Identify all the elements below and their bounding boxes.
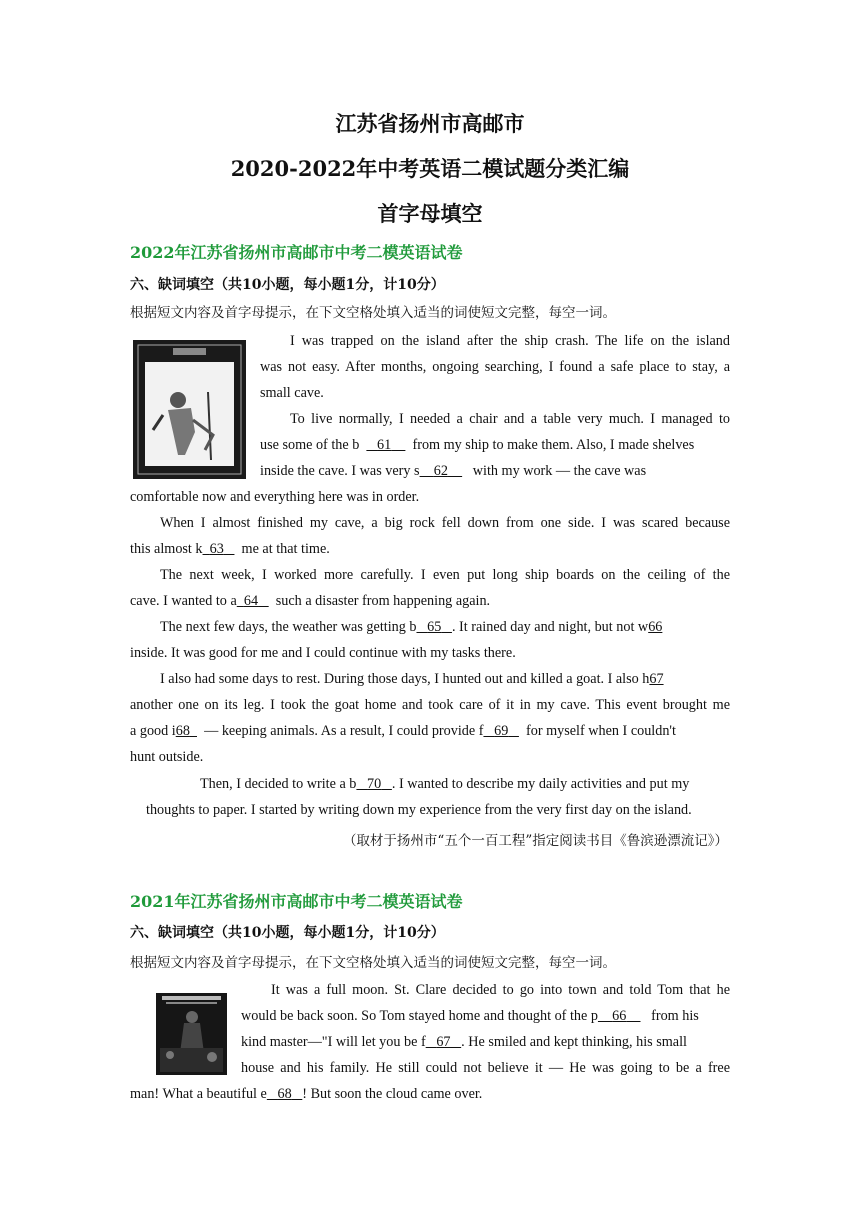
blank-62: 62 [433,463,448,479]
p2022-line-15: another one on its leg. I took the goat home and took care of it in my cave. This event brought me [130,697,730,713]
blank-67: 67 [649,671,664,687]
blank-64: 64 [243,593,259,609]
blank-65: 65 [427,619,442,635]
p2022-line-8: When I almost finished my cave, a big rock fell down from one side. I was scared because [160,515,730,531]
p2022-line-11: cave. I wanted to a 64 such a disaster from happening again. [130,593,491,609]
p2022-line-1: I was trapped on the island after the ship crash. The life on the island [290,333,730,349]
blank-66: 66 [648,619,663,635]
source-note: （取材于扬州市“五个一百工程”指定阅读书目《鲁滨逊漂流记》） [342,833,728,849]
p2021-line-4: house and his family. He still could not believe it — He was going to be a free [241,1060,730,1076]
p2022-line-10: The next week, I worked more carefully. I even put long ship boards on the ceiling of the [160,567,730,583]
p2022-line-17: hunt outside. [130,749,204,765]
book-cover-uncle-tom-image [156,993,227,1075]
section-2022-title: 2022年江苏省扬州市高邮市中考二模英语试卷 [130,243,463,262]
p2022-line-16: a good i68 — keeping animals. As a result, I could provide f 69 for myself when I couldn't [130,723,676,739]
blank-2021-67: 67 [436,1034,451,1050]
p2022-line-6: inside the cave. I was very s 62 with my work — the cave was [260,463,647,479]
blank-63: 63 [209,541,224,557]
blank-61: 61 [377,437,392,453]
blank-68: 68 [175,723,190,739]
p2022-line-3: small cave. [260,385,324,401]
p2022-line-12: The next few days, the weather was getting b 65 . It rained day and night, but not w66 [160,619,663,635]
p2022-line-2: was not easy. After months, ongoing searching, I found a safe place to stay, a [260,359,730,375]
p2021-line-2: would be back soon. So Tom stayed home and thought of the p 66 from his [241,1008,699,1024]
section-2022-instruction: 根据短文内容及首字母提示，在下文空格处填入适当的词使短文完整，每空一词。 [130,305,616,321]
p2022-line-5: use some of the b 61 from my ship to make them. Also, I made shelves [260,437,695,453]
book-cover-robinson-image [133,340,246,479]
p2021-line-3: kind master—"I will let you be f 67 . He smiled and kept thinking, his small [241,1034,687,1050]
blank-2021-66: 66 [612,1008,627,1024]
blank-69: 69 [494,723,509,739]
doc-title-line3: 首字母填空 [377,201,483,226]
section-2021-title: 2021年江苏省扬州市高邮市中考二模英语试卷 [130,892,463,911]
section-2021-question-header: 六、缺词填空（共10小题，每小题1分，计10分） [130,925,445,941]
blank-2021-68: 68 [277,1086,292,1102]
section-2022-question-header: 六、缺词填空（共10小题，每小题1分，计10分） [130,277,445,293]
p2021-line-1: It was a full moon. St. Clare decided to go into town and told Tom that he [271,982,730,998]
p2022-line-18: Then, I decided to write a b 70 . I wanted to describe my daily activities and put my [200,776,690,792]
p2022-line-7: comfortable now and everything here was in order. [130,489,420,505]
p2021-line-5: man! What a beautiful e 68 ! But soon the cloud came over. [130,1086,483,1102]
blank-70: 70 [367,776,382,792]
doc-title-line2: 2020-2022年中考英语二模试题分类汇编 [230,156,630,181]
doc-title-line1: 江苏省扬州市高邮市 [335,111,525,136]
p2022-line-19: thoughts to paper. I started by writing down my experience from the very first day on the island. [146,802,692,818]
p2022-line-13: inside. It was good for me and I could continue with my tasks there. [130,645,516,661]
p2022-line-9: this almost k 63 me at that time. [130,541,330,557]
section-2021-instruction: 根据短文内容及首字母提示，在下文空格处填入适当的词使短文完整，每空一词。 [130,955,616,971]
p2022-line-14: I also had some days to rest. During those days, I hunted out and killed a goat. I also h67 [160,671,664,687]
p2022-line-4: To live normally, I needed a chair and a table very much. I managed to [290,411,730,427]
